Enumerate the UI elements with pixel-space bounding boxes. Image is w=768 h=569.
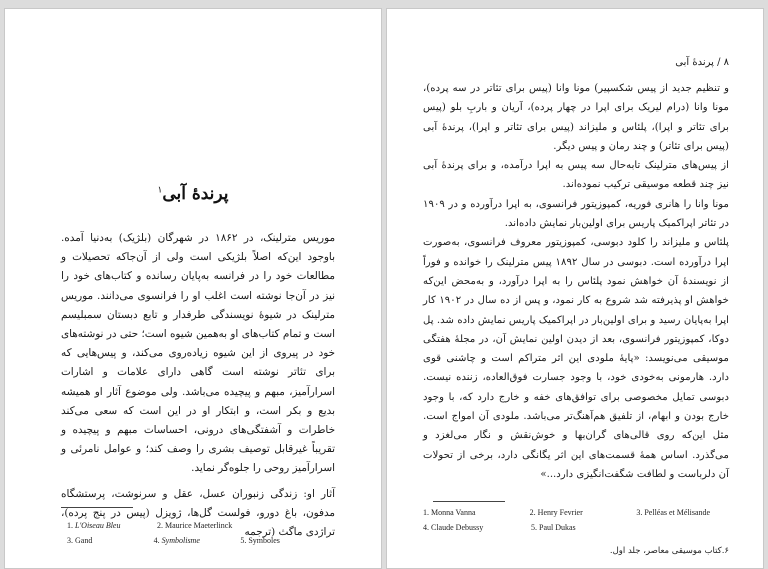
footnote	[157, 521, 247, 536]
footnote-number: 2.	[529, 508, 536, 517]
footnote-number: 3.	[636, 508, 643, 517]
footnote-number: 4.	[153, 536, 160, 545]
footnote-text: Paul Dukas	[539, 523, 576, 532]
footnote-text: Henry Fevrier	[537, 508, 583, 517]
footnote-row	[423, 508, 743, 523]
footnote	[530, 508, 637, 523]
title-footnote-marker: ۱	[157, 185, 163, 196]
footnote-text: Claude Debussy	[431, 523, 484, 532]
left-footnotes	[67, 521, 327, 551]
right-footnotes	[423, 508, 743, 538]
footnote-number: 4.	[423, 523, 429, 532]
footnote	[240, 536, 327, 551]
footnote-text: L'Oiseau Bleu	[75, 521, 121, 530]
footnote-row	[67, 536, 327, 551]
paragraph: پلئاس و ملیزاند را کلود دبوسی، کمپوزیتور معروف فرانسوی، به‌صورت اپرا درآورده است. دبوسی در سال ۱۸۹۲ پیس مترلینک را خوانده و فوراً از نویسندهٔ آن خواهش نمود پلئاس را به اپرا درآورد، و به‌محض این‌که خواهش او پذیرفته شد شروع به کار نمود، و پس از ده سال در ۱۹۰۲ کار اپرا به‌پایان رسید و برای اولین‌بار در اپراکمیک پاریس نمایش داده شد. پل دوکا، کمپوزیتور فرانسوی، بعد از دیدن اولین نمایش آن، در مجلهٔ هفتگی موسیقی می‌نویسد: «پایهٔ ملودی این اثر متراکم است و چاشنی قوی دارد. هارمونی به‌خودی خود، با وجود جسارت فوق‌العاده، زننده نیست. دبوسی تمایل مخصوصی برای توافق‌های خفه و خارج دارد که، با وجود خارج بودن و ابهام، از تلفیق هم‌آهنگ‌تر می‌باشد. ملودی آن امواج است. مثل این‌که روی قالی‌های گران‌بها و خوش‌نقش و نگار می‌لغزد و می‌گذرد. اساس همهٔ قسمت‌های این اثر یگانگی دارد، برخی از تحولات آن دلرباست و لطافت شگفت‌انگیزی دارد...»	[423, 237, 729, 480]
paragraph: آثار او: زندگی زنبوران عسل، عقل و سرنوشت، پرستشگاه مدفون، باغ دورو، فولست گل‌ها، ژویزل (پیس در پنج پرده)، تراژدی ماگث (ترجمه	[61, 487, 335, 539]
footnote-text: Pelléas et Mélisande	[644, 508, 711, 517]
right-body-text	[423, 79, 729, 484]
footnote-number: 3.	[67, 536, 73, 545]
footnote	[531, 523, 639, 538]
footnote	[67, 521, 157, 536]
chapter-title-text: پرندهٔ آبی	[162, 184, 229, 204]
paragraph: از پیس‌های مترلینک تابه‌حال سه پیس به اپرا درآمده، و برای پرندهٔ آبی نیز چند قطعه موسیقی ترکیب نموده‌اند.	[423, 160, 729, 191]
footnote	[154, 536, 241, 551]
footnote-text: Maurice Maeterlinck	[165, 521, 233, 530]
footnote-row	[423, 523, 743, 538]
right-page	[386, 8, 764, 569]
paragraph: و تنظیم جدید از پیس شکسپیر) مونا وانا (پیس برای تئاتر در سه پرده)، مونا وانا (درام لیریک برای اپرا در چهار پرده)، آریان و باربِ بلو (پیس برای تئاتر و اپرا)، پلئاس و ملیزاند (پیس برای تئاتر و اپرا)، پرندهٔ آبی (پیس برای تئاتر) و چند رمان و پیس دیگر.	[423, 83, 729, 152]
footnote-number: 1.	[423, 508, 429, 517]
footnote	[636, 508, 743, 523]
footnote	[67, 536, 154, 551]
footnote	[423, 523, 531, 538]
footnote-text: Gand	[75, 536, 93, 545]
bottom-footnote: ۶.کتاب موسیقی معاصر، جلد اول.	[609, 546, 729, 556]
left-page	[4, 8, 382, 569]
chapter-title	[5, 184, 381, 204]
footnote-number: 2.	[157, 521, 163, 530]
footnote-text: Symbolisme	[161, 536, 200, 545]
paragraph: مونا وانا را هانری فوریه، کمپوزیتور فرانسوی، به اپرا درآورده و در ۱۹۰۹ در تئاتر اپراکمیک پاریس برای اولین‌بار نمایش داده‌اند.	[423, 198, 729, 230]
footnote-number: 1.	[67, 521, 73, 530]
footnote-row	[67, 521, 327, 536]
paragraph: موریس مترلینک، در ۱۸۶۲ در شهرگان (بلژیک) به‌دنیا آمده. باوجود این‌که اصلاً بلژیکی است ولی از آن‌جاکه تحصیلات و مطالعات خود را در فرانسه به‌پایان رسانده و کتاب‌های خود را نیز در آن‌جا نوشته است اغلب او را فرانسوی می‌دانند. موریس مترلینک در شیوهٔ نویسندگی طرفدار و تابع دبستان سمبلیسم است و تمام کتاب‌های او به‌همین شیوه است؛ حتی در نوشته‌های خود در پیروی از این شیوه زیاده‌روی می‌کند، و پیس‌هایی که برای تئاتر نوشته است گاهی دارای علامات و اشارات اسرارآمیز، مبهم و پیچیده می‌باشد. ولی موضوع آثار او همیشه بدیع و بکر است، و ابتکار او در این است که سعی می‌کند خاطرات و آشفتگی‌های درونی، احساسات مبهم و پیچیده و تقریباً غیرقابل توصیف بشری را وصف کند؛ و عوامل نامرئی و اسرارآمیز روحی را جلوه‌گر نماید.	[61, 232, 336, 475]
footnote-number: 5.	[531, 523, 537, 532]
left-body-text	[61, 229, 335, 542]
footnote-text: Symboles	[248, 536, 280, 545]
running-header: ۸ / پرندهٔ آبی	[675, 57, 729, 68]
footnote	[423, 508, 530, 523]
footnote-text: Monna Vanna	[431, 508, 476, 517]
footnote-number: 5.	[240, 536, 247, 545]
footnote-divider	[61, 507, 133, 508]
footnote-divider	[433, 501, 505, 502]
